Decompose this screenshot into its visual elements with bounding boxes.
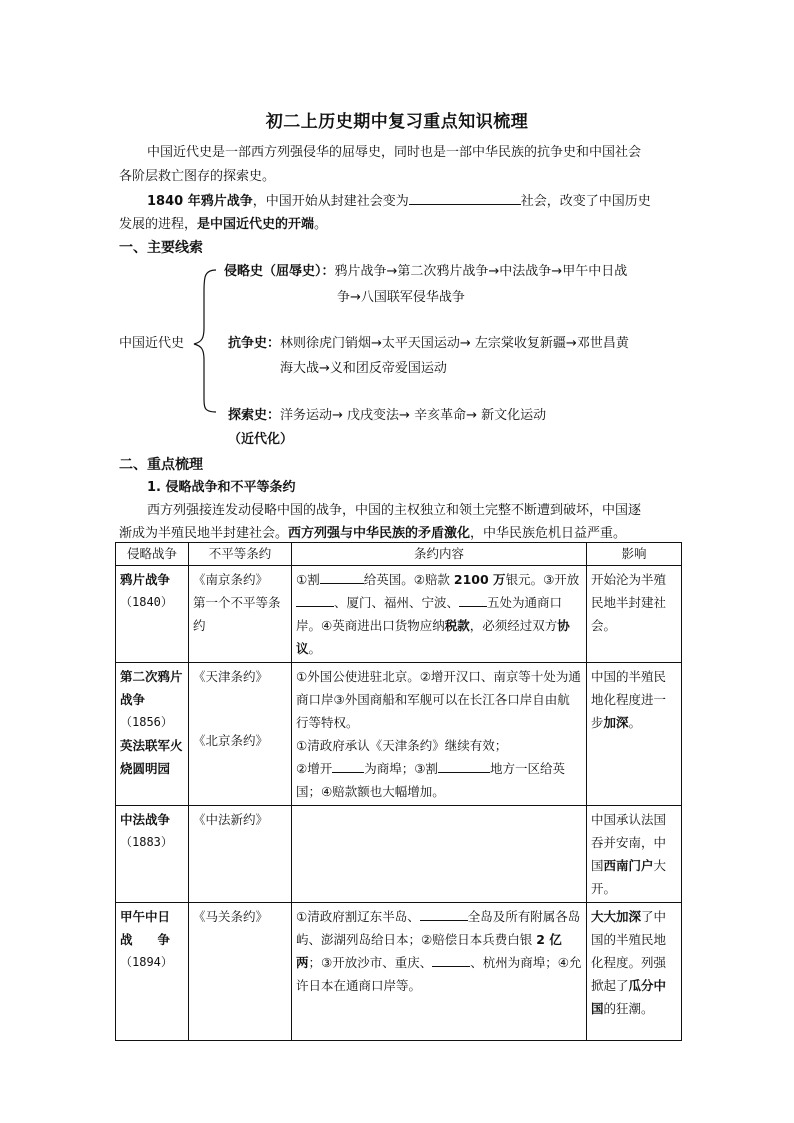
para-text-b: ，中华民族危机日益严重。 — [470, 526, 627, 541]
aggression-line-2: 争→八国联军侵华战争 — [337, 290, 465, 305]
war-extra: 英法联军火烧圆明园 — [120, 738, 183, 776]
opium-war-1840: 1840 年鸦片战争 — [147, 194, 253, 209]
impact-cell — [587, 806, 682, 903]
intro-line-2: 各阶层救亡图存的探索史。 — [119, 169, 276, 184]
impact-emphasis: 加深 — [603, 715, 629, 730]
explore-label: 探索史： — [228, 408, 281, 423]
war-name-a: 甲午中日 — [120, 909, 171, 924]
war-cell — [116, 566, 189, 663]
war-name-b: 战 争 — [120, 932, 171, 947]
content-text: ①割 — [296, 572, 320, 587]
impact-text: 大开。 — [591, 858, 667, 896]
content-text: 。 — [308, 641, 322, 656]
war-year: （1856） — [120, 715, 173, 729]
impact-text: 了中国的半殖民地化程度。列强掀起了 — [591, 909, 667, 993]
content-text: ②增开 — [296, 761, 333, 776]
impact-emphasis: 大大加深 — [591, 909, 642, 924]
fill-blank — [296, 594, 334, 607]
fill-blank — [409, 192, 521, 205]
content-text: 、杭州为商埠；④允许日本在通商口岸等。 — [296, 955, 582, 993]
content-text: ；③开放沙市、重庆、 — [308, 955, 433, 970]
section2-para-line-2 — [119, 526, 626, 542]
intro-text-d: 。 — [314, 217, 328, 232]
war-year: （1894） — [120, 955, 173, 969]
content-text-line — [296, 757, 582, 803]
treaty-cell — [189, 566, 292, 663]
impact-emphasis: 瓜分中国 — [591, 978, 667, 1016]
impact-text: 中国承认法国吞并安南，中国 — [591, 812, 667, 873]
impact-text: 的狂潮。 — [603, 1001, 654, 1016]
aggression-label: 侵略史（屈辱史）： — [224, 264, 335, 279]
para-text-a: 渐成为半殖民地半封建社会。 — [119, 526, 289, 541]
struggle-line-2: 海大战→义和团反帝爱国运动 — [280, 361, 447, 376]
section-heading-2: 二、重点梳理 — [119, 457, 203, 473]
modern-history-start: 是中国近代史的开端 — [197, 217, 315, 232]
content-text: 地方一区给英国；④赔款额也大幅增加。 — [296, 761, 565, 799]
war-name: 鸦片战争 — [120, 572, 171, 587]
table-header-row — [116, 543, 682, 566]
fill-blank — [438, 760, 490, 773]
content-text: 给英国。②赔款 — [363, 572, 454, 587]
header-content: 条约内容 — [292, 543, 587, 566]
content-text: 、厦门、福州、宁波、 — [334, 595, 460, 610]
impact-text: 中国的半殖民地化程度进一步 — [591, 669, 667, 730]
treaty-cell — [189, 663, 292, 806]
struggle-line-1 — [228, 336, 629, 352]
aggression-events: 鸦片战争→第二次鸦片战争→中法战争→甲午中日战 — [334, 264, 628, 279]
indemnity-amount: 2100 万 — [453, 572, 506, 587]
content-text: 全岛及所有附属各岛屿、澎湖列岛给日本；②赔偿日本兵费白银 — [296, 909, 581, 947]
war-year: （1883） — [120, 835, 173, 849]
impact-text: 。 — [628, 715, 642, 730]
spacer — [193, 688, 287, 711]
war-cell — [116, 806, 189, 903]
page-title: 初二上历史期中复习重点知识梳理 — [265, 112, 529, 132]
section-heading-1: 一、主要线索 — [119, 240, 203, 256]
header-treaty: 不平等条约 — [189, 543, 292, 566]
impact-cell — [587, 566, 682, 663]
treaty-table — [115, 542, 682, 1041]
content-text: 五处为通商口岸。④英商进出口货物应纳 — [296, 595, 563, 633]
intro-text-b: 社会，改变了中国历史 — [520, 194, 651, 209]
fill-blank — [432, 954, 470, 967]
table-row — [116, 903, 682, 1041]
section2-para-line-1: 西方列强接连发动侵略中国的战争，中国的主权独立和领土完整不断遭到破坏，中国逐 — [147, 503, 642, 518]
agreement-emphasis: 协议 — [296, 618, 570, 656]
timeline-root: 中国近代史 — [119, 336, 185, 351]
content-cell — [292, 806, 587, 903]
treaty-name: 《天津条约》 — [193, 669, 269, 684]
content-cell — [292, 663, 587, 806]
fill-blank — [320, 571, 364, 584]
explore-events: 洋务运动→ 戊戌变法→ 辛亥革命→ 新文化运动 — [280, 408, 547, 423]
content-text: ①外国公使进驻北京。②增开汉口、南京等十处为通商口岸③外国商船和军舰可以在长江各口岸自由航行等特权。 — [296, 669, 581, 730]
fill-blank — [332, 760, 364, 773]
modernization-note: （近代化） — [228, 432, 294, 447]
tariff-emphasis: 税款 — [444, 618, 470, 633]
fill-blank — [459, 594, 487, 607]
impact-cell — [587, 663, 682, 806]
header-war: 侵略战争 — [116, 543, 189, 566]
content-text: 为商埠；③割 — [364, 761, 438, 776]
treaty-cell — [189, 806, 292, 903]
table-row — [116, 663, 682, 806]
table-row — [116, 566, 682, 663]
table-row — [116, 806, 682, 903]
war-name: 第二次鸦片战争 — [120, 669, 183, 707]
impact-emphasis: 西南门户 — [603, 858, 654, 873]
content-text: ，必须经过双方 — [469, 618, 558, 633]
left-brace-icon — [190, 268, 220, 414]
explore-line-1 — [228, 408, 546, 424]
intro-text-c: 发展的进程， — [119, 217, 198, 232]
treaty-note: 第一个不平等条约 — [193, 595, 281, 633]
aggression-line-1 — [224, 264, 627, 280]
struggle-events: 林则徐虎门销烟→太平天国运动→ 左宗棠收复新疆→邓世昌黄 — [280, 336, 629, 351]
content-cell — [292, 566, 587, 663]
impact-cell — [587, 903, 682, 1041]
treaty-name: 《马关条约》 — [193, 909, 269, 924]
content-text: ①清政府承认《天津条约》继续有效； — [296, 738, 508, 753]
indemnity-amount: 2 亿两 — [296, 932, 562, 970]
treaty-name-2: 《北京条约》 — [193, 733, 269, 748]
war-year: （1840） — [120, 595, 173, 609]
content-text: 银元。③开放 — [505, 572, 580, 587]
header-impact: 影响 — [587, 543, 682, 566]
subsection-heading: 1. 侵略战争和不平等条约 — [147, 480, 296, 495]
war-name: 中法战争 — [120, 812, 171, 827]
content-text: ①清政府割辽东半岛、 — [296, 909, 420, 924]
fill-blank — [420, 908, 468, 921]
contradiction-emphasis: 西方列强与中华民族的矛盾激化 — [288, 526, 471, 541]
treaty-cell — [189, 903, 292, 1041]
war-cell — [116, 903, 189, 1041]
intro-line-1: 中国近代史是一部西方列强侵华的屈辱史，同时也是一部中华民族的抗争史和中国社会 — [147, 145, 642, 160]
impact-text: 开始沦为半殖民地半封建社会。 — [591, 572, 667, 633]
intro-text-a: ，中国开始从封建社会变为 — [252, 194, 409, 209]
war-cell — [116, 663, 189, 806]
treaty-name: 《中法新约》 — [193, 812, 269, 827]
treaty-name: 《南京条约》 — [193, 572, 269, 587]
content-cell — [292, 903, 587, 1041]
struggle-label: 抗争史： — [228, 336, 281, 351]
intro-paragraph-2-line-2 — [119, 213, 327, 237]
intro-paragraph-2 — [147, 190, 651, 214]
